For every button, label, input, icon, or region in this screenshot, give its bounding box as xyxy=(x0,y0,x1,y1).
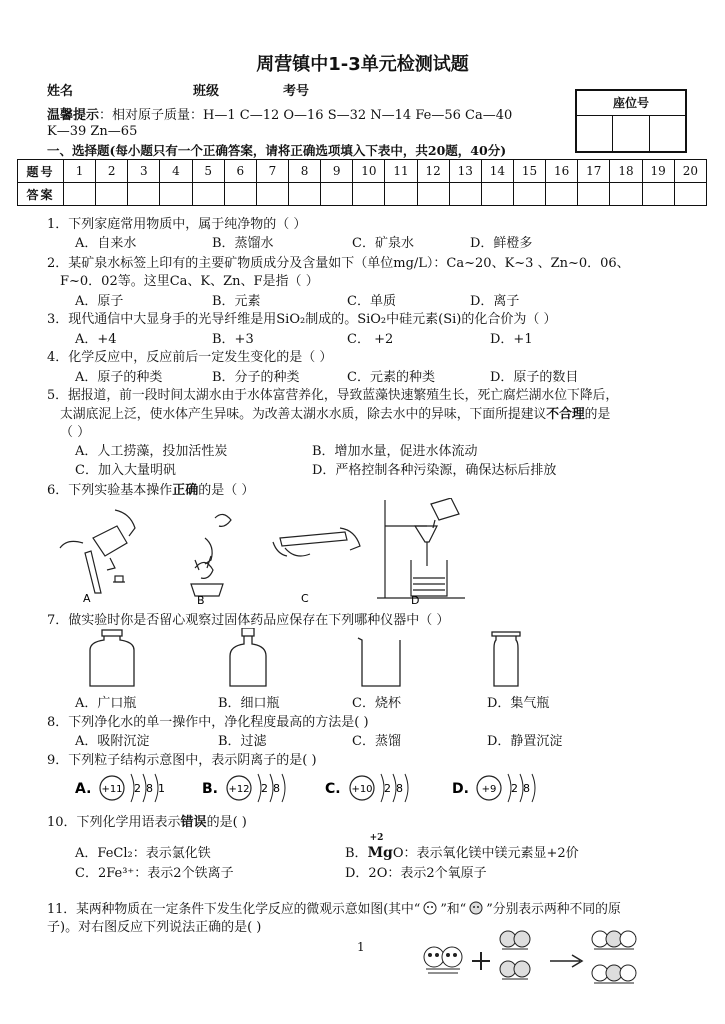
page-title: 周营镇中1-3单元检测试题 xyxy=(256,54,469,75)
emphasis-not-reasonable: 不合理 xyxy=(546,407,585,422)
question-1: 1．下列家庭常用物质中，属于纯净物的（ ） xyxy=(47,217,307,232)
question-11-cont: 子)。对右图反应下列说法正确的是( ) xyxy=(47,920,262,935)
answer-cell[interactable] xyxy=(256,183,288,206)
question-number-cell: 19 xyxy=(642,160,674,183)
question-number-cell: 17 xyxy=(578,160,610,183)
electron-count: 2 xyxy=(261,782,268,795)
electron-shell-arc xyxy=(282,774,285,802)
q10-option-a: A．FeCl₂：表示氯化铁 xyxy=(75,846,211,861)
nucleus-charge: +12 xyxy=(228,784,250,795)
q4-option-d: D．原子的数目 xyxy=(490,370,579,385)
question-number-cell: 11 xyxy=(385,160,417,183)
answer-cell[interactable] xyxy=(321,183,353,206)
question-number-cell: 20 xyxy=(674,160,706,183)
question-number-cell: 8 xyxy=(288,160,320,183)
answer-cell[interactable] xyxy=(288,183,320,206)
q2-option-d: D．离子 xyxy=(470,294,520,309)
answer-cell[interactable] xyxy=(481,183,513,206)
reaction-arrow-icon xyxy=(550,955,582,967)
question-5-cont: 太湖底泥上泛，使水体产生异味。为改善太湖水水质，除去水中的异味，下面所提建议不合理的是 xyxy=(60,407,611,422)
question-number-header: 题号 xyxy=(18,160,64,183)
seat-label: 座位号 xyxy=(577,91,685,116)
tip-label: 温馨提示 xyxy=(47,108,100,123)
operation-b-illustration xyxy=(191,514,231,596)
q1-option-a: A．自来水 xyxy=(75,236,137,251)
option-letter: D. xyxy=(452,781,469,797)
q5-option-d: D．严格控制各种污染源，确保达标后排放 xyxy=(312,463,557,478)
emphasis-wrong: 错误 xyxy=(180,815,207,830)
question-number-cell: 2 xyxy=(96,160,128,183)
answer-cell[interactable] xyxy=(385,183,417,206)
electron-count: 8 xyxy=(273,782,280,795)
question-number-cell: 14 xyxy=(481,160,513,183)
emphasis-correct: 正确 xyxy=(172,483,199,498)
question-2-cont: F~0．02等。这里Ca、K、Zn、F是指（ ） xyxy=(60,274,319,289)
beaker-illustration xyxy=(358,638,400,686)
question-9: 9．下列粒子结构示意图中，表示阴离子的是( ) xyxy=(47,753,317,768)
q1-option-b: B．蒸馏水 xyxy=(212,236,274,251)
answer-cell[interactable] xyxy=(160,183,192,206)
reactant-molecules-icon xyxy=(500,931,530,979)
operation-label-d: D xyxy=(411,594,420,606)
question-6: 6．下列实验基本操作正确的是（ ） xyxy=(47,483,255,498)
operation-label-a: A xyxy=(83,592,91,605)
answer-header: 答案 xyxy=(18,183,64,206)
electron-shell-arc xyxy=(405,774,408,802)
nucleus-charge: +10 xyxy=(351,784,373,795)
question-number-cell: 16 xyxy=(546,160,578,183)
class-label: 班级 xyxy=(193,84,220,99)
seat-cell[interactable] xyxy=(613,116,649,152)
answer-cell[interactable] xyxy=(353,183,385,206)
q4-option-a: A．原子的种类 xyxy=(75,370,163,385)
q5-option-b: B．增加水量，促进水体流动 xyxy=(312,444,478,459)
answer-cell[interactable] xyxy=(513,183,545,206)
question-number-cell: 5 xyxy=(192,160,224,183)
question-number-cell: 10 xyxy=(353,160,385,183)
q3-option-a: A．+4 xyxy=(75,332,117,347)
q5-option-c: C．加入大量明矾 xyxy=(75,463,176,478)
section-1-heading: 一、选择题(每小题只有一个正确答案，请将正确选项填入下表中，共20题，40分) xyxy=(47,143,507,158)
answer-cell[interactable] xyxy=(449,183,481,206)
narrow-mouth-bottle-illustration xyxy=(230,628,266,686)
electron-count: 2 xyxy=(134,782,141,795)
q4-option-b: B．分子的种类 xyxy=(212,370,300,385)
q7-option-c: C．烧杯 xyxy=(352,696,401,711)
question-3: 3．现代通信中大显身手的光导纤维是用SiO₂制成的。SiO₂中硅元素(Si)的化合价为（ ） xyxy=(47,312,557,327)
q10-option-d: D．2O：表示2个氧原子 xyxy=(345,866,487,881)
q3-option-c: C． +2 xyxy=(347,332,394,347)
answer-cell[interactable] xyxy=(96,183,128,206)
electron-count: 8 xyxy=(146,782,153,795)
option-letter: B. xyxy=(202,781,218,797)
containers-figure xyxy=(80,628,540,690)
reactant-molecule-icon xyxy=(424,947,462,973)
electron-count: 2 xyxy=(384,782,391,795)
q3-option-b: B．+3 xyxy=(212,332,254,347)
tip-line-1 xyxy=(47,104,512,123)
name-label: 姓名 xyxy=(47,84,74,99)
reaction-diagram xyxy=(420,925,680,1017)
nucleus-charge: +9 xyxy=(481,784,497,795)
q7-option-d: D．集气瓶 xyxy=(487,696,550,711)
atom-structure-diagram xyxy=(325,770,435,804)
answer-cell[interactable] xyxy=(64,183,96,206)
answer-cell[interactable] xyxy=(578,183,610,206)
atom-structure-diagram xyxy=(75,770,185,804)
q2-option-b: B．元素 xyxy=(212,294,261,309)
gas-jar-illustration xyxy=(492,632,520,686)
operation-d-illustration xyxy=(377,498,465,598)
q9-option xyxy=(325,770,435,808)
question-7: 7．做实验时你是否留心观察过固体药品应保存在下列哪种仪器中（ ） xyxy=(47,613,450,628)
q7-option-a: A．广口瓶 xyxy=(75,696,137,711)
question-number-cell: 13 xyxy=(449,160,481,183)
question-8: 8．下列净化水的单一操作中，净化程度最高的方法是( ) xyxy=(47,715,369,730)
electron-count: 2 xyxy=(511,782,518,795)
q9-option xyxy=(202,770,312,808)
question-number-cell: 1 xyxy=(64,160,96,183)
q8-option-d: D．静置沉淀 xyxy=(487,734,563,749)
answer-cell[interactable] xyxy=(546,183,578,206)
q9-option xyxy=(452,770,562,808)
electron-shell-arc xyxy=(532,774,535,802)
question-11: 11．某两种物质在一定条件下发生化学反应的微观示意如图(其中“ ”和“ ”分别表示两种不同的原 xyxy=(47,902,621,917)
electron-count: 8 xyxy=(523,782,530,795)
wide-mouth-bottle-illustration xyxy=(90,630,134,686)
atom-structure-diagram xyxy=(202,770,312,804)
q1-option-d: D．鲜橙多 xyxy=(470,236,533,251)
q8-option-c: C．蒸馏 xyxy=(352,734,401,749)
nucleus-charge: +11 xyxy=(101,784,123,795)
question-number-cell: 7 xyxy=(256,160,288,183)
lab-operations-figure xyxy=(55,498,475,606)
question-number-cell: 4 xyxy=(160,160,192,183)
q8-option-b: B．过滤 xyxy=(218,734,267,749)
question-number-cell: 3 xyxy=(128,160,160,183)
q8-option-a: A．吸附沉淀 xyxy=(75,734,150,749)
seat-number-box xyxy=(575,89,687,153)
q5-option-a: A．人工捞藻，投加活性炭 xyxy=(75,444,228,459)
product-molecules-icon xyxy=(592,931,636,983)
question-2: 2．某矿泉水标签上印有的主要矿物质成分及含量如下（单位mg/L）：Ca~20、K~3 、Zn~0．06、 xyxy=(47,256,630,271)
magnesium-symbol: Mg xyxy=(367,845,393,861)
q7-option-b: B．细口瓶 xyxy=(218,696,280,711)
answer-cell[interactable] xyxy=(192,183,224,206)
q2-option-a: A．原子 xyxy=(75,294,124,309)
option-letter: C. xyxy=(325,781,341,797)
electron-count: 8 xyxy=(396,782,403,795)
operation-c-illustration xyxy=(273,528,360,556)
question-number-cell: 9 xyxy=(321,160,353,183)
q2-option-c: C．单质 xyxy=(347,294,396,309)
answer-grid xyxy=(17,159,707,206)
tip-line-2: K—39 Zn—65 xyxy=(47,124,138,139)
valence-charge: +2 xyxy=(369,833,384,843)
seat-cell[interactable] xyxy=(577,116,613,152)
answer-cell[interactable] xyxy=(128,183,160,206)
tip-text: ：相对原子质量：H—1 C—12 O—16 S—32 N—14 Fe—56 Ca—40 xyxy=(99,108,513,123)
q3-option-d: D．+1 xyxy=(490,332,533,347)
number-label: 考号 xyxy=(283,84,310,99)
question-4: 4．化学反应中，反应前后一定发生变化的是（ ） xyxy=(47,350,333,365)
question-10: 10．下列化学用语表示错误的是( ) xyxy=(47,815,247,830)
question-number-cell: 6 xyxy=(224,160,256,183)
question-5: 5．据报道，前一段时间太湖水由于水体富营养化，导致蓝藻快速繁殖生长，死亡腐烂湖水位下降后， xyxy=(47,388,619,403)
operation-a-illustration xyxy=(60,510,135,593)
question-number-cell: 18 xyxy=(610,160,642,183)
answer-cell[interactable] xyxy=(224,183,256,206)
operation-label-b: B xyxy=(197,594,205,606)
answer-cell[interactable] xyxy=(417,183,449,206)
q9-option xyxy=(75,770,185,808)
electron-count: 1 xyxy=(158,782,165,795)
answer-cell[interactable] xyxy=(674,183,706,206)
q10-option-b: B． +2 MgO：表示氧化镁中镁元素显+2价 xyxy=(345,833,579,861)
q1-option-c: C．矿泉水 xyxy=(352,236,414,251)
question-number-cell: 12 xyxy=(417,160,449,183)
q10-option-c: C．2Fe³⁺：表示2个铁离子 xyxy=(75,866,234,881)
answer-cell[interactable] xyxy=(610,183,642,206)
page-number: 1 xyxy=(357,940,365,954)
answer-cell[interactable] xyxy=(642,183,674,206)
seat-cell[interactable] xyxy=(650,116,685,152)
plus-icon xyxy=(472,952,490,970)
atom-structure-diagram xyxy=(452,770,562,804)
option-letter: A. xyxy=(75,781,92,797)
question-number-cell: 15 xyxy=(513,160,545,183)
question-5-bracket: （ ） xyxy=(60,425,91,440)
operation-label-c: C xyxy=(301,592,309,605)
q4-option-c: C．元素的种类 xyxy=(347,370,435,385)
